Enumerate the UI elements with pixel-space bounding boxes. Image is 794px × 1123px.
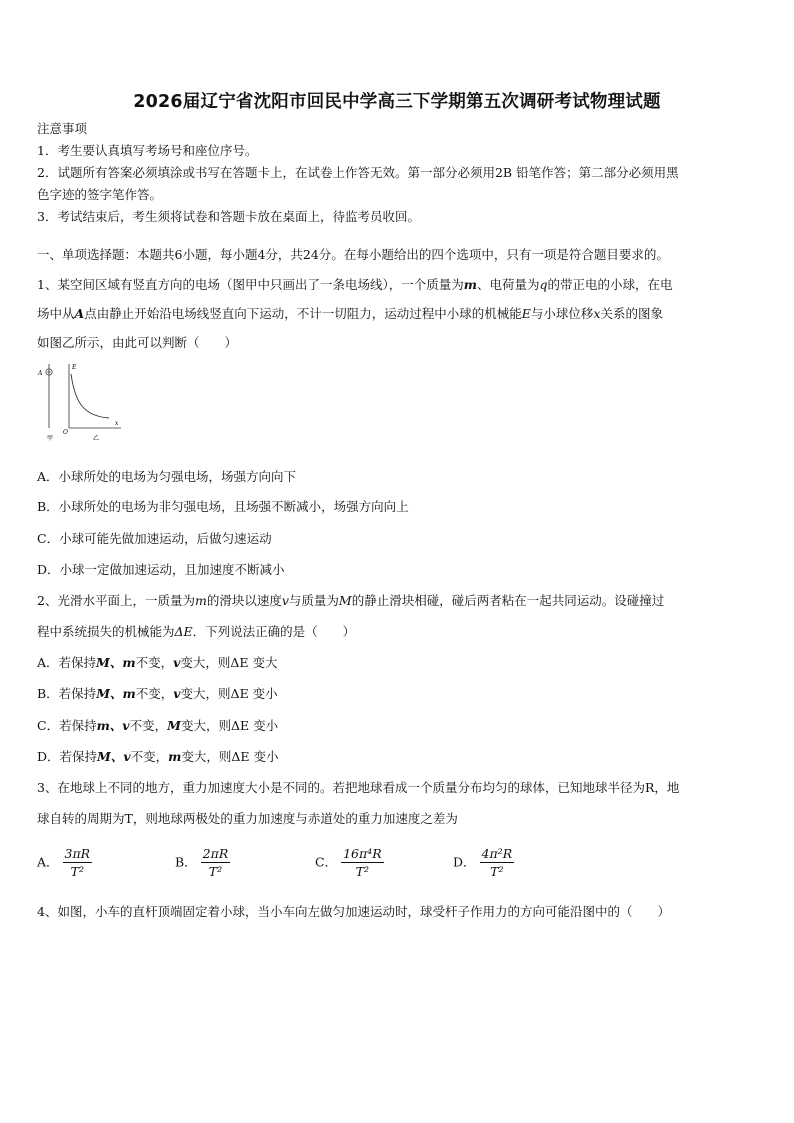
q2-line-1: 2、光滑水平面上，一质量为m的滑块以速度v与质量为M的静止滑块相碰，碰后两者粘在一起共同运动。设碰撞过: [37, 593, 665, 608]
q1-option-b[interactable]: B．小球所处的电场为非匀强电场，且场强不断减小，场强方向向上: [37, 499, 409, 514]
notice-item-2: 2．试题所有答案必须填涂或书写在答题卡上，在试卷上作答无效。第一部分必须用2B 铅笔作答；第二部分必须用黑: [37, 165, 679, 180]
q4-line-1: 4、如图，小车的直杆顶端固定着小球，当小车向左做匀加速运动时，球受杆子作用力的方向可能沿图中的（ ）: [37, 904, 670, 919]
q1-figure: [37, 362, 137, 447]
q1-option-d[interactable]: D．小球一定做加速运动，且加速度不断减小: [37, 562, 285, 577]
notice-item-3: 3．考试结束后，考生须将试卷和答题卡放在桌面上，待监考员收回。: [37, 209, 420, 224]
fig-label-x: x: [115, 420, 119, 427]
q1-option-a[interactable]: A．小球所处的电场为匀强电场，场强方向向下: [37, 469, 297, 484]
q3-option-c[interactable]: C． $\frac{\text{16π⁴R}}{\text{T²}}$: [315, 846, 382, 879]
notice-heading: 注意事项: [37, 121, 88, 136]
q1-line-2: 场中从A点由静止开始沿电场线竖直向下运动，不计一切阻力，运动过程中小球的机械能E与小球位移x关系的图象: [37, 306, 663, 321]
q2-option-b[interactable]: B．若保持M、m不变，v变大，则ΔE 变小: [37, 686, 278, 701]
page-title: 2026届辽宁省沈阳市回民中学高三下学期第五次调研考试物理试题: [133, 92, 661, 112]
q3-option-a[interactable]: A． $\frac{3\pi R}{\text{T²}}$: [37, 846, 91, 879]
fig-label-A: A: [38, 370, 43, 377]
fig-label-yi: 乙: [93, 435, 100, 442]
q1-line-3: 如图乙所示，由此可以判断（ ）: [37, 335, 238, 350]
fig-label-jia: 甲: [47, 435, 54, 442]
q1-option-c[interactable]: C．小球可能先做加速运动，后做匀速运动: [37, 531, 272, 546]
q3-option-b[interactable]: B． $\frac{2\pi R}{\text{T²}}$: [175, 846, 229, 879]
q2-option-a[interactable]: A．若保持M、m不变，v变大，则ΔE 变大: [37, 655, 278, 670]
q2-line-2: 程中系统损失的机械能为ΔE．下列说法正确的是（ ）: [37, 624, 356, 639]
notice-item-1: 1．考生要认真填写考场号和座位序号。: [37, 143, 258, 158]
q2-option-c[interactable]: C．若保持m、v不变，M变大，则ΔE 变小: [37, 718, 279, 733]
fig-label-O: O: [63, 429, 68, 436]
q2-option-d[interactable]: D．若保持M、v不变，m变大，则ΔE 变小: [37, 749, 279, 764]
section-heading: 一、单项选择题：本题共6小题，每小题4分，共24分。在每小题给出的四个选项中，只有一项是符合题目要求的。: [37, 247, 669, 262]
notice-item-2-cont: 色字迹的签字笔作答。: [37, 187, 163, 202]
e-x-curve: [71, 374, 109, 418]
q1-line-1: 1、某空间区域有竖直方向的电场（图甲中只画出了一条电场线），一个质量为m、电荷量为q的带正电的小球，在电: [37, 277, 673, 292]
q3-option-d[interactable]: D． $\frac{\text{4π²R}}{\text{T²}}$: [453, 846, 513, 879]
q3-line-1: 3、在地球上不同的地方，重力加速度大小是不同的。若把地球看成一个质量分布均匀的球体，已知地球半径为R，地: [37, 780, 680, 795]
fig-label-E: E: [72, 364, 77, 371]
q3-line-2: 球自转的周期为T，则地球两极处的重力加速度与赤道处的重力加速度之差为: [37, 811, 458, 826]
